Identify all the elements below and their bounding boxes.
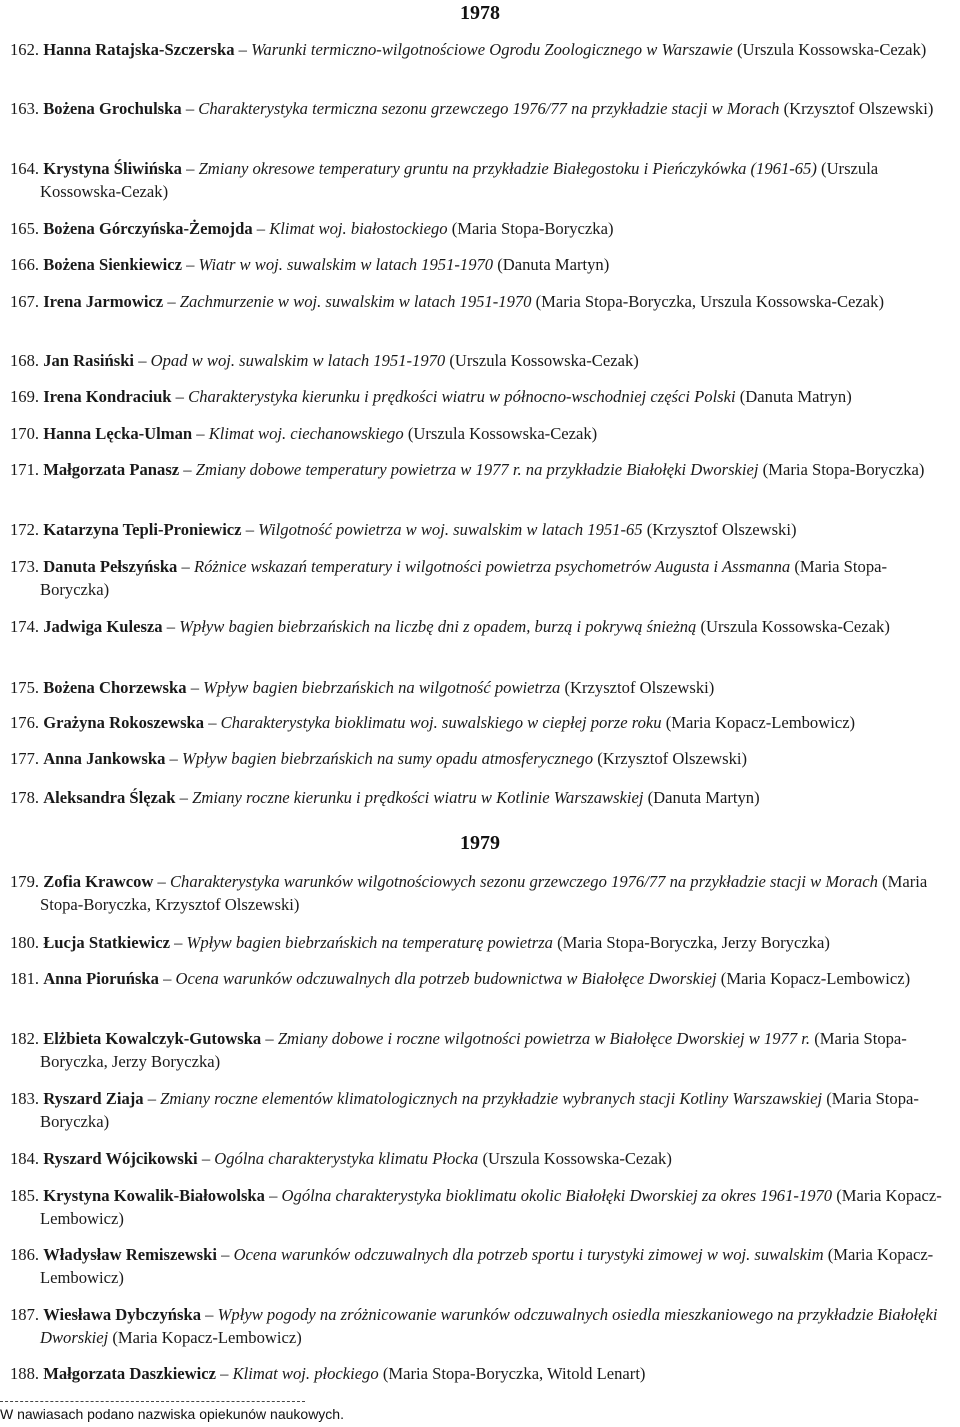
entry-title: Wiatr w woj. suwalskim w latach 1951-1970 — [198, 255, 494, 274]
thesis-entry: 164. Krystyna Śliwińska – Zmiany okresowe temperatury gruntu na przykładzie Białegostoku i Pieńczykówka (1961-65) (Urszula Kossowska-Cezak) — [10, 159, 879, 201]
entry-title: Opad w woj. suwalskim w latach 1951-1970 — [150, 351, 446, 370]
entry-number: 177. — [10, 749, 40, 768]
entry-title: Ogólna charakterystyka klimatu Płocka — [214, 1149, 479, 1168]
entry-supervisor: (Urszula Kossowska-Cezak) — [407, 424, 598, 443]
entry-number: 174. — [10, 617, 40, 636]
entry-supervisor: (Maria Stopa-Boryczka) — [40, 557, 888, 599]
entry-author: Zofia Krawcow — [43, 872, 154, 891]
entry-supervisor: (Krzysztof Olszewski) — [597, 749, 748, 768]
entry-title: Zmiany dobowe i roczne wilgotności powietrza w Białołęce Dworskiej w 1977 r. — [277, 1029, 811, 1048]
entry-author: Aleksandra Ślęzak — [43, 788, 176, 807]
entry-number: 180. — [10, 933, 40, 952]
entry-number: 169. — [10, 387, 40, 406]
entry-title: Zmiany roczne elementów klimatologicznych na przykładzie wybranych stacji Kotliny Warszawskiej — [160, 1089, 823, 1108]
entry-title: Wpływ pogody na zróżnicowanie warunków odczuwalnych osiedla mieszkaniowego na przykładzie Białołęki Dworskiej — [40, 1305, 938, 1347]
entry-author: Małgorzata Daszkiewicz — [43, 1364, 216, 1383]
entry-author: Hanna Ratajska-Szczerska — [43, 40, 235, 59]
entry-author: Danuta Pełszyńska — [43, 557, 178, 576]
entry-author: Anna Jankowska — [43, 749, 166, 768]
entry-number: 178. — [10, 788, 40, 807]
entry-title: Zmiany okresowe temperatury gruntu na przykładzie Białegostoku i Pieńczykówka (1961-65) — [198, 159, 817, 178]
thesis-entry: 186. Władysław Remiszewski – Ocena warunków odczuwalnych dla potrzeb sportu i turystyki zimowej w woj. suwalskim (Maria Kopacz-Lembowicz) — [10, 1245, 934, 1287]
thesis-entry: 188. Małgorzata Daszkiewicz – Klimat woj. płockiego (Maria Stopa-Boryczka, Witold Lenart) — [10, 1364, 646, 1383]
entry-number: 182. — [10, 1029, 40, 1048]
thesis-entry: 175. Bożena Chorzewska – Wpływ bagien biebrzańskich na wilgotność powietrza (Krzysztof Olszewski) — [10, 678, 715, 697]
thesis-entry: 182. Elżbieta Kowalczyk-Gutowska – Zmiany dobowe i roczne wilgotności powietrza w Białołęce Dworskiej w 1977 r. (Maria Stopa-Boryczka, Jerzy Boryczka) — [10, 1029, 907, 1071]
thesis-entry: 183. Ryszard Ziaja – Zmiany roczne elementów klimatologicznych na przykładzie wybranych stacji Kotliny Warszawskiej (Maria Stopa-Boryczka) — [10, 1089, 919, 1131]
entry-supervisor: (Urszula Kossowska-Cezak) — [482, 1149, 672, 1168]
entry-number: 175. — [10, 678, 40, 697]
thesis-entry: 184. Ryszard Wójcikowski – Ogólna charakterystyka klimatu Płocka (Urszula Kossowska-Cezak) — [10, 1149, 672, 1168]
entry-supervisor: (Maria Stopa-Boryczka, Krzysztof Olszewski) — [40, 872, 928, 914]
entry-title: Ocena warunków odczuwalnych dla potrzeb budownictwa w Białołęce Dworskiej — [175, 969, 717, 988]
entry-title: Ogólna charakterystyka bioklimatu okolic Białołęki Dworskiej za okres 1961-1970 — [281, 1186, 833, 1205]
entry-number: 167. — [10, 292, 40, 311]
entry-title: Warunki termiczno-wilgotnościowe Ogrodu Zoologicznego w Warszawie — [251, 40, 733, 59]
entry-number: 172. — [10, 520, 40, 539]
entry-number: 187. — [10, 1305, 40, 1324]
thesis-entry: 176. Grażyna Rokoszewska – Charakterystyka bioklimatu woj. suwalskiego w ciepłej porze roku (Maria Kopacz-Lembowicz) — [10, 713, 856, 732]
thesis-entry: 165. Bożena Górczyńska-Żemojda – Klimat woj. białostockiego (Maria Stopa-Boryczka) — [10, 219, 614, 238]
entry-title: Różnice wskazań temperatury i wilgotności powietrza psychometrów Augusta i Assmanna — [193, 557, 791, 576]
entry-author: Katarzyna Tepli-Proniewicz — [43, 520, 242, 539]
entry-number: 166. — [10, 255, 40, 274]
thesis-entry: 172. Katarzyna Tepli-Proniewicz – Wilgotność powietrza w woj. suwalskim w latach 1951-65 (Krzysztof Olszewski) — [10, 520, 797, 539]
entry-supervisor: (Danuta Martyn) — [647, 788, 760, 807]
entry-supervisor: (Maria Kopacz-Lembowicz) — [720, 969, 911, 988]
entry-supervisor: (Maria Stopa-Boryczka, Witold Lenart) — [382, 1364, 646, 1383]
entry-supervisor: (Maria Kopacz-Lembowicz) — [40, 1186, 942, 1228]
entry-author: Bożena Grochulska — [43, 99, 182, 118]
entry-author: Krystyna Śliwińska — [43, 159, 182, 178]
entry-author: Hanna Lęcka-Ulman — [43, 424, 193, 443]
thesis-entry: 174. Jadwiga Kulesza – Wpływ bagien biebrzańskich na liczbę dni z opadem, burzą i pokrywą śnieżną (Urszula Kossowska-Cezak) — [10, 617, 890, 636]
entry-supervisor: (Krzysztof Olszewski) — [783, 99, 934, 118]
thesis-entry: 180. Łucja Statkiewicz – Wpływ bagien biebrzańskich na temperaturę powietrza (Maria Stopa-Boryczka, Jerzy Boryczka) — [10, 933, 830, 952]
entry-title: Ocena warunków odczuwalnych dla potrzeb sportu i turystyki zimowej w woj. suwalskim — [233, 1245, 824, 1264]
entry-author: Irena Jarmowicz — [43, 292, 164, 311]
entry-author: Małgorzata Panasz — [43, 460, 180, 479]
thesis-entry: 169. Irena Kondraciuk – Charakterystyka kierunku i prędkości wiatru w północno-wschodniej części Polski (Danuta Matryn) — [10, 387, 852, 406]
entry-supervisor: (Maria Kopacz-Lembowicz) — [40, 1245, 934, 1287]
entry-title: Wpływ bagien biebrzańskich na liczbę dni z opadem, burzą i pokrywą śnieżną — [179, 617, 697, 636]
thesis-entry: 170. Hanna Lęcka-Ulman – Klimat woj. ciechanowskiego (Urszula Kossowska-Cezak) — [10, 424, 598, 443]
footnote-separator — [0, 1401, 305, 1402]
entry-supervisor: (Urszula Kossowska-Cezak) — [700, 617, 890, 636]
entry-title: Charakterystyka bioklimatu woj. suwalskiego w ciepłej porze roku — [220, 713, 662, 732]
thesis-entry: 181. Anna Pioruńska – Ocena warunków odczuwalnych dla potrzeb budownictwa w Białołęce Dworskiej (Maria Kopacz-Lembowicz) — [10, 969, 911, 988]
entry-number: 183. — [10, 1089, 40, 1108]
entry-author: Ryszard Wójcikowski — [43, 1149, 198, 1168]
entry-title: Zmiany dobowe temperatury powietrza w 1977 r. na przykładzie Białołęki Dworskiej — [195, 460, 759, 479]
entry-supervisor: (Maria Stopa-Boryczka, Jerzy Boryczka) — [40, 1029, 907, 1071]
entry-title: Zachmurzenie w woj. suwalskim w latach 1951-1970 — [179, 292, 532, 311]
entry-title: Klimat woj. ciechanowskiego — [208, 424, 404, 443]
entry-author: Anna Pioruńska — [43, 969, 159, 988]
entry-supervisor: (Maria Stopa-Boryczka) — [40, 1089, 919, 1131]
entry-number: 188. — [10, 1364, 40, 1383]
thesis-entry: 162. Hanna Ratajska-Szczerska – Warunki termiczno-wilgotnościowe Ogrodu Zoologicznego w Warszawie (Urszula Kossowska-Cezak) — [10, 40, 927, 59]
entry-supervisor: (Maria Stopa-Boryczka, Urszula Kossowska-Cezak) — [535, 292, 884, 311]
entry-title: Charakterystyka warunków wilgotnościowych sezonu grzewczego 1976/77 na przykładzie stacji w Morach — [169, 872, 878, 891]
entry-author: Łucja Statkiewicz — [43, 933, 170, 952]
entry-author: Grażyna Rokoszewska — [43, 713, 205, 732]
entry-author: Władysław Remiszewski — [43, 1245, 217, 1264]
entry-author: Wiesława Dybczyńska — [43, 1305, 202, 1324]
entry-author: Jadwiga Kulesza — [43, 617, 163, 636]
entry-supervisor: (Urszula Kossowska-Cezak) — [449, 351, 639, 370]
entry-author: Irena Kondraciuk — [43, 387, 172, 406]
entry-number: 171. — [10, 460, 40, 479]
entry-number: 173. — [10, 557, 40, 576]
thesis-entry: 187. Wiesława Dybczyńska – Wpływ pogody na zróżnicowanie warunków odczuwalnych osiedla mieszkaniowego na przykładzie Białołęki Dworskiej (Maria Kopacz-Lembowicz) — [10, 1305, 938, 1347]
entry-number: 168. — [10, 351, 40, 370]
entry-supervisor: (Krzysztof Olszewski) — [564, 678, 715, 697]
thesis-entry: 173. Danuta Pełszyńska – Różnice wskazań temperatury i wilgotności powietrza psychometrów Augusta i Assmanna (Maria Stopa-Boryczka) — [10, 557, 888, 599]
entry-supervisor: (Maria Kopacz-Lembowicz) — [112, 1328, 302, 1347]
entry-number: 186. — [10, 1245, 40, 1264]
entry-number: 163. — [10, 99, 40, 118]
entry-author: Bożena Górczyńska-Żemojda — [43, 219, 253, 238]
entry-author: Krystyna Kowalik-Białowolska — [43, 1186, 265, 1205]
entry-author: Bożena Chorzewska — [43, 678, 187, 697]
entry-supervisor: (Urszula Kossowska-Cezak) — [40, 159, 879, 201]
entry-supervisor: (Maria Kopacz-Lembowicz) — [665, 713, 856, 732]
entry-supervisor: (Krzysztof Olszewski) — [646, 520, 797, 539]
entry-author: Jan Rasiński — [43, 351, 135, 370]
thesis-entry: 167. Irena Jarmowicz – Zachmurzenie w woj. suwalskim w latach 1951-1970 (Maria Stopa-Boryczka, Urszula Kossowska-Cezak) — [10, 292, 884, 311]
thesis-entry: 171. Małgorzata Panasz – Zmiany dobowe temperatury powietrza w 1977 r. na przykładzie Białołęki Dworskiej (Maria Stopa-Boryczka) — [10, 460, 925, 479]
entry-number: 176. — [10, 713, 40, 732]
entry-title: Charakterystyka termiczna sezonu grzewczego 1976/77 na przykładzie stacji w Morach — [198, 99, 780, 118]
entry-author: Bożena Sienkiewicz — [43, 255, 182, 274]
year-heading-1978: 1978 — [460, 2, 500, 24]
entry-number: 162. — [10, 40, 40, 59]
thesis-entry: 168. Jan Rasiński – Opad w woj. suwalskim w latach 1951-1970 (Urszula Kossowska-Cezak) — [10, 351, 639, 370]
entry-supervisor: (Maria Stopa-Boryczka) — [451, 219, 614, 238]
entry-title: Wpływ bagien biebrzańskich na sumy opadu atmosferycznego — [182, 749, 594, 768]
entry-number: 181. — [10, 969, 40, 988]
thesis-entry: 179. Zofia Krawcow – Charakterystyka warunków wilgotnościowych sezonu grzewczego 1976/77 na przykładzie stacji w Morach (Maria Stopa-Boryczka, Krzysztof Olszewski) — [10, 872, 928, 914]
entry-supervisor: (Maria Stopa-Boryczka, Jerzy Boryczka) — [557, 933, 830, 952]
entry-supervisor: (Maria Stopa-Boryczka) — [762, 460, 925, 479]
entry-title: Zmiany roczne kierunku i prędkości wiatru w Kotlinie Warszawskiej — [192, 788, 644, 807]
entry-number: 170. — [10, 424, 40, 443]
entry-number: 184. — [10, 1149, 40, 1168]
entry-supervisor: (Danuta Matryn) — [739, 387, 852, 406]
entry-supervisor: (Urszula Kossowska-Cezak) — [736, 40, 927, 59]
entry-title: Wpływ bagien biebrzańskich na wilgotność powietrza — [203, 678, 561, 697]
entry-title: Charakterystyka kierunku i prędkości wiatru w północno-wschodniej części Polski — [188, 387, 736, 406]
entry-number: 164. — [10, 159, 40, 178]
thesis-entry: 185. Krystyna Kowalik-Białowolska – Ogólna charakterystyka bioklimatu okolic Białołęki Dworskiej za okres 1961-1970 (Maria Kopacz-Lembowicz) — [10, 1186, 942, 1228]
entry-author: Elżbieta Kowalczyk-Gutowska — [43, 1029, 262, 1048]
footnote: W nawiasach podano nazwiska opiekunów naukowych. — [0, 1406, 344, 1422]
thesis-entry: 163. Bożena Grochulska – Charakterystyka termiczna sezonu grzewczego 1976/77 na przykładzie stacji w Morach (Krzysztof Olszewski) — [10, 99, 934, 118]
year-heading-1979: 1979 — [460, 832, 500, 854]
entry-author: Ryszard Ziaja — [43, 1089, 144, 1108]
entry-number: 179. — [10, 872, 40, 891]
entry-title: Wpływ bagien biebrzańskich na temperaturę powietrza — [186, 933, 553, 952]
entry-number: 165. — [10, 219, 40, 238]
entry-number: 185. — [10, 1186, 40, 1205]
thesis-entry: 166. Bożena Sienkiewicz – Wiatr w woj. suwalskim w latach 1951-1970 (Danuta Martyn) — [10, 255, 610, 274]
thesis-entry: 177. Anna Jankowska – Wpływ bagien biebrzańskich na sumy opadu atmosferycznego (Krzysztof Olszewski) — [10, 749, 748, 768]
entry-supervisor: (Danuta Martyn) — [497, 255, 610, 274]
entry-title: Wilgotność powietrza w woj. suwalskim w latach 1951-65 — [258, 520, 643, 539]
entry-title: Klimat woj. białostockiego — [269, 219, 448, 238]
entry-title: Klimat woj. płockiego — [232, 1364, 379, 1383]
thesis-entry: 178. Aleksandra Ślęzak – Zmiany roczne kierunku i prędkości wiatru w Kotlinie Warszawskiej (Danuta Martyn) — [10, 788, 760, 807]
